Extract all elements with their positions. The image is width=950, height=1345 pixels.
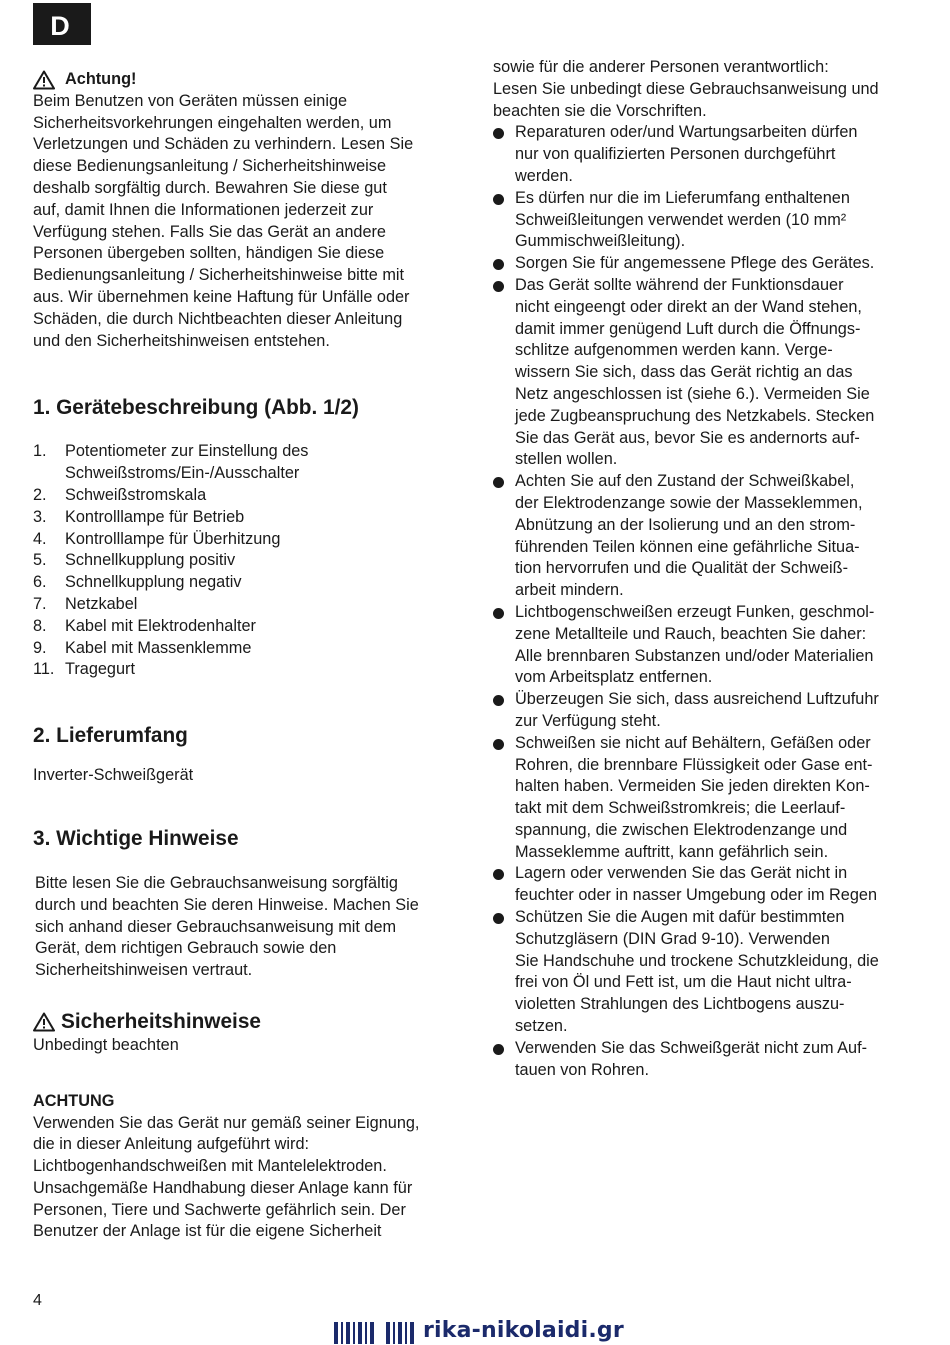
achtung2-title: ACHTUNG — [33, 1091, 115, 1110]
text-line: Sicherheitshinweisen vertraut. — [35, 961, 253, 980]
right-intro-paragraph — [493, 57, 933, 122]
bullet-text: Masseklemme auftritt, kann gefährlich sein. — [515, 842, 829, 861]
text-line: Lichtbogenhandschweißen mit Mantelelektroden. — [33, 1157, 387, 1176]
text-line: Bitte lesen Sie die Gebrauchsanweisung sorgfältig — [35, 873, 398, 892]
bullet-text: Schützen Sie die Augen mit dafür bestimmten — [515, 908, 845, 927]
bullet-text: Gummischweißleitung). — [515, 232, 686, 251]
list-item — [33, 550, 473, 572]
bullet-text: Reparaturen oder/und Wartungsarbeiten dürfen — [515, 123, 858, 142]
list-item-text: Schweißstromskala — [65, 485, 207, 504]
list-item-number: 2. — [33, 485, 47, 504]
text-line: Sicherheitsvorkehrungen eingehalten werden, um — [33, 113, 392, 132]
list-item-number: 1. — [33, 442, 47, 461]
list-item — [33, 441, 473, 485]
text-line: Verfügung stehen. Falls Sie das Gerät an andere — [33, 222, 386, 241]
section2-title: 2. Lieferumfang — [33, 724, 188, 748]
text-line: Bedienungsanleitung / Sicherheitshinweise bitte mit — [33, 266, 405, 285]
list-item — [33, 616, 473, 638]
list-item-text: Potentiometer zur Einstellung des — [65, 442, 309, 461]
text-line: auf, damit Ihnen die Informationen jederzeit zur — [33, 200, 374, 219]
text-line: die in dieser Anleitung aufgeführt wird: — [33, 1135, 310, 1154]
bullet-item — [493, 275, 933, 471]
safety-bullet-list — [493, 122, 933, 1081]
text-line: aus. Wir übernehmen keine Haftung für Unfälle oder — [33, 287, 410, 306]
safety-heading — [33, 1009, 473, 1035]
bullet-text: Sie Handschuhe und trockene Schutzkleidung, die — [515, 951, 879, 970]
bullet-item — [493, 733, 933, 864]
list-item-text: Kontrolllampe für Überhitzung — [65, 529, 281, 548]
bullet-item — [493, 253, 933, 275]
warning-icon — [33, 1012, 55, 1032]
text-line: deshalb sorgfältig durch. Bewahren Sie diese gut — [33, 178, 387, 197]
bullet-text: Lichtbogenschweißen erzeugt Funken, geschmol- — [515, 602, 875, 621]
text-line: Personen, Tiere und Sachwerte gefährlich sein. Der — [33, 1200, 406, 1219]
bullet-icon — [493, 695, 504, 706]
bullet-icon — [493, 1044, 504, 1055]
page-number: 4 — [33, 1292, 42, 1309]
list-item-text: Schnellkupplung positiv — [65, 551, 236, 570]
bullet-icon — [493, 128, 504, 139]
bullet-text: takt mit dem Schweißstromkreis; die Leerlauf- — [515, 799, 846, 818]
bullet-icon — [493, 869, 504, 880]
bullet-text: Das Gerät sollte während der Funktionsdauer — [515, 275, 844, 294]
bullet-text: Netz angeschlossen ist (siehe 6.). Vermeiden Sie — [515, 384, 870, 403]
achtung-title: Achtung! — [65, 70, 137, 88]
list-item — [33, 594, 473, 616]
text-line: diese Bedienungsanleitung / Sicherheitshinweise — [33, 157, 386, 176]
text-line: Personen übergeben sollten, händigen Sie diese — [33, 244, 385, 263]
list-item-number: 9. — [33, 638, 47, 657]
list-item-text: Kontrolllampe für Betrieb — [65, 507, 245, 526]
section3-paragraph — [33, 873, 473, 982]
text-line: Gerät, dem richtigen Gebrauch sowie den — [35, 939, 337, 958]
bullet-text: tauen von Rohren. — [515, 1060, 649, 1079]
footer-brand: rika-nikolaidi.gr — [423, 1318, 624, 1343]
bullet-text: Verwenden Sie das Schweißgerät nicht zum Auf- — [515, 1038, 868, 1057]
bullet-text: damit immer genügend Luft durch die Öffnungs- — [515, 319, 861, 338]
list-item-number: 6. — [33, 573, 47, 592]
text-line: Benutzer der Anlage ist für die eigene Sicherheit — [33, 1222, 382, 1241]
bullet-text: Überzeugen Sie sich, dass ausreichend Luftzufuhr — [515, 690, 879, 709]
list-item — [33, 507, 473, 529]
bullet-text: Sorgen Sie für angemessene Pflege des Gerätes. — [515, 254, 875, 273]
bullet-text: Schweißleitungen verwendet werden (10 mm² — [515, 210, 847, 229]
bullet-icon — [493, 477, 504, 488]
safety-title: Sicherheitshinweise — [61, 1009, 261, 1033]
bullet-text: Sie das Gerät aus, bevor Sie es andernorts auf- — [515, 428, 860, 447]
list-item-number: 4. — [33, 529, 47, 548]
bullet-text: frei von Öl und Fett ist, um die Haut nicht ultra- — [515, 973, 852, 992]
list-item — [33, 659, 473, 681]
achtung-heading — [33, 69, 473, 91]
safety-subtitle: Unbedingt beachten — [33, 1035, 179, 1054]
text-line: Unsachgemäße Handhabung dieser Anlage kann für — [33, 1178, 413, 1197]
bullet-text: tion hervorrufen und die Qualität der Schweiß- — [515, 559, 849, 578]
list-item-text: Schnellkupplung negativ — [65, 573, 242, 592]
bullet-icon — [493, 194, 504, 205]
right-column — [493, 57, 933, 1081]
bullet-text: stellen wollen. — [515, 450, 618, 469]
bullet-icon — [493, 608, 504, 619]
bullet-text: Achten Sie auf den Zustand der Schweißkabel, — [515, 472, 855, 491]
bullet-text: der Elektrodenzange sowie der Masseklemmen, — [515, 493, 863, 512]
list-item — [33, 485, 473, 507]
text-line: und den Sicherheitshinweisen entstehen. — [33, 331, 330, 350]
achtung-paragraph — [33, 91, 473, 353]
bullet-item — [493, 602, 933, 689]
bullet-text: vom Arbeitsplatz entfernen. — [515, 668, 713, 687]
bullet-text: führenden Teilen können eine gefährliche Situa- — [515, 537, 860, 556]
bullet-text: setzen. — [515, 1017, 568, 1036]
text-line: Beim Benutzen von Geräten müssen einige — [33, 91, 348, 110]
list-item-text: Netzkabel — [65, 594, 138, 613]
text-line: beachten sie die Vorschriften. — [493, 101, 707, 120]
list-item-number: 5. — [33, 551, 47, 570]
left-column — [33, 69, 473, 1243]
bullet-icon — [493, 281, 504, 292]
bullet-text: Schweißen sie nicht auf Behältern, Gefäßen oder — [515, 733, 871, 752]
section1-title: 1. Gerätebeschreibung (Abb. 1/2) — [33, 396, 359, 420]
bullet-item — [493, 863, 933, 907]
list-item-number: 11. — [33, 660, 55, 679]
bullet-text: Alle brennbaren Substanzen und/oder Materialien — [515, 646, 874, 665]
list-item-text: Tragegurt — [65, 660, 135, 679]
bullet-text: Lagern oder verwenden Sie das Gerät nicht in — [515, 864, 848, 883]
text-line: durch und beachten Sie deren Hinweise. Machen Sie — [35, 895, 419, 914]
bullet-item — [493, 907, 933, 1038]
bullet-text: zene Metallteile und Rauch, beachten Sie daher: — [515, 624, 867, 643]
bullet-item — [493, 471, 933, 602]
section2-text: Inverter-Schweißgerät — [33, 766, 194, 785]
bullet-text: wissern Sie sich, dass das Gerät richtig an das — [515, 363, 853, 382]
bullet-text: schlitze aufgenommen werden kann. Verge- — [515, 341, 833, 360]
achtung2-paragraph — [33, 1113, 473, 1244]
bullet-item — [493, 1038, 933, 1082]
list-item — [33, 572, 473, 594]
bullet-text: halten haben. Vermeiden Sie jeden direkten Kon- — [515, 777, 870, 796]
bullet-icon — [493, 913, 504, 924]
bullet-item — [493, 188, 933, 253]
list-item-number: 3. — [33, 507, 47, 526]
bullet-item — [493, 689, 933, 733]
list-item-text: Schweißstroms/Ein-/Ausschalter — [65, 464, 300, 483]
bullet-text: nicht eingeengt oder direkt an der Wand stehen, — [515, 297, 862, 316]
bullet-text: Es dürfen nur die im Lieferumfang enthaltenen — [515, 188, 850, 207]
bullet-item — [493, 122, 933, 187]
bullet-text: nur von qualifizierten Personen durchgeführt — [515, 145, 836, 164]
list-item-number: 7. — [33, 594, 47, 613]
language-tab: D — [33, 3, 91, 45]
parts-list — [33, 441, 473, 681]
bullet-text: feuchter oder in nasser Umgebung oder im Regen — [515, 886, 878, 905]
bullet-text: violetten Strahlungen des Lichtbogens auszu- — [515, 995, 845, 1014]
text-line: sowie für die anderer Personen verantwortlich: — [493, 58, 829, 76]
bullet-text: jede Zugbeanspruchung des Netzkabels. Stecken — [515, 406, 875, 425]
bullet-icon — [493, 259, 504, 270]
bullet-text: spannung, die zwischen Elektrodenzange und — [515, 820, 848, 839]
bullet-text: Rohren, die brennbare Flüssigkeit oder Gase ent- — [515, 755, 873, 774]
text-line: sich anhand dieser Gebrauchsanweisung mit dem — [35, 917, 397, 936]
text-line: Verwenden Sie das Gerät nur gemäß seiner Eignung, — [33, 1113, 420, 1132]
text-line: Lesen Sie unbedingt diese Gebrauchsanweisung und — [493, 79, 879, 98]
text-line: Verletzungen und Schäden zu verhindern. Lesen Sie — [33, 135, 414, 154]
bullet-text: arbeit mindern. — [515, 581, 624, 600]
barcode-logo — [334, 1318, 417, 1344]
list-item — [33, 529, 473, 551]
footer-watermark — [334, 1312, 624, 1344]
bullet-text: Abnützung an der Isolierung und an den strom- — [515, 515, 856, 534]
list-item — [33, 638, 473, 660]
bullet-icon — [493, 739, 504, 750]
section3-title: 3. Wichtige Hinweise — [33, 826, 239, 850]
bullet-text: zur Verfügung steht. — [515, 711, 661, 730]
bullet-text: Schutzgläsern (DIN Grad 9-10). Verwenden — [515, 929, 830, 948]
list-item-number: 8. — [33, 616, 47, 635]
list-item-text: Kabel mit Massenklemme — [65, 638, 252, 657]
warning-icon — [33, 70, 55, 90]
text-line: Schäden, die durch Nichtbeachten dieser Anleitung — [33, 309, 403, 328]
bullet-text: werden. — [515, 166, 573, 185]
list-item-text: Kabel mit Elektrodenhalter — [65, 616, 256, 635]
